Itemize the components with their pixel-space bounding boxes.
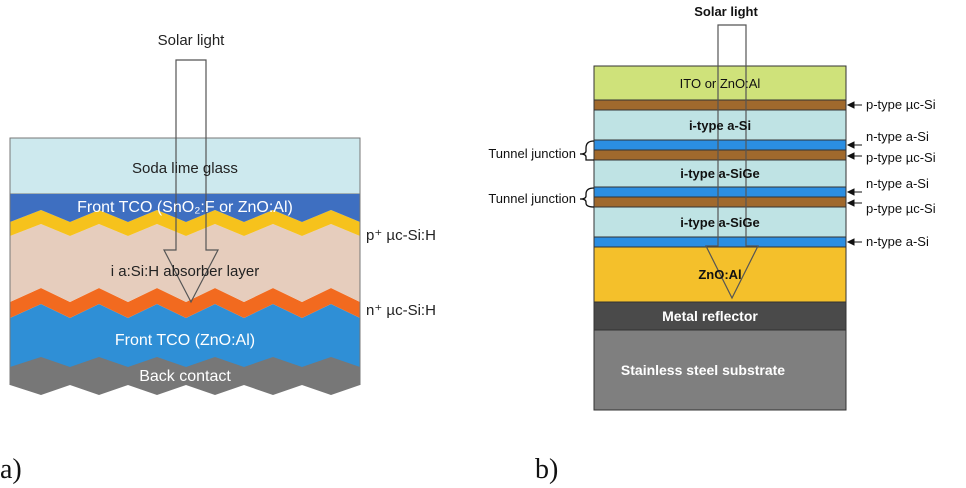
- tunnel-junction-label-2: Tunnel junction: [488, 191, 576, 206]
- n-layer-1: [594, 140, 846, 150]
- n-layer-label: n⁺ µc-Si:H: [366, 302, 436, 319]
- zno-label: ZnO:Al: [698, 267, 742, 282]
- solar-light-label: Solar light: [157, 32, 225, 49]
- front-tco-top-label: Front TCO (SnO₂:F or ZnO:Al): [77, 199, 293, 216]
- p-layer-2: [594, 150, 846, 160]
- i-si-label: i-type a-Si: [688, 118, 752, 133]
- panel-b-caption: b): [535, 454, 559, 485]
- n-layer-3: [594, 237, 846, 247]
- panel-b-tandem-cell: [488, 4, 935, 485]
- right-pointer-arrows: [848, 102, 862, 245]
- tunnel-junction-bracket-2: [580, 188, 594, 207]
- n-layer-2: [594, 187, 846, 197]
- n-type-label-1: n-type a-Si: [866, 129, 929, 144]
- tunnel-junction-label-1: Tunnel junction: [488, 146, 576, 161]
- stainless-steel-label: Stainless steel substrate: [620, 362, 786, 378]
- n-type-label-3: n-type a-Si: [866, 234, 929, 249]
- panel-a-caption: a): [0, 454, 22, 485]
- p-layer-label: p⁺ µc-Si:H: [366, 227, 436, 244]
- front-tco-bottom-label: Front TCO (ZnO:Al): [114, 332, 256, 349]
- ito-label: ITO or ZnO:Al: [679, 76, 761, 91]
- tunnel-junction-bracket-1: [580, 141, 594, 160]
- glass-label: Soda lime glass: [132, 160, 238, 177]
- solar-light-label-b: Solar light: [694, 4, 758, 19]
- p-type-label-3: p-type µc-Si: [866, 201, 936, 216]
- metal-reflector-label: Metal reflector: [662, 308, 758, 324]
- p-type-label-2: p-type µc-Si: [866, 150, 936, 165]
- i-sige-label-1: i-type a-SiGe: [680, 166, 760, 181]
- absorber-label: i a:Si:H absorber layer: [110, 263, 260, 280]
- p-layer-3: [594, 197, 846, 207]
- p-layer-1: [594, 100, 846, 110]
- p-type-label-1: p-type µc-Si: [866, 97, 936, 112]
- i-sige-label-2: i-type a-SiGe: [680, 215, 760, 230]
- back-contact-label: Back contact: [139, 368, 231, 385]
- n-type-label-2: n-type a-Si: [866, 176, 929, 191]
- panel-a-thin-film-cell: [0, 32, 436, 485]
